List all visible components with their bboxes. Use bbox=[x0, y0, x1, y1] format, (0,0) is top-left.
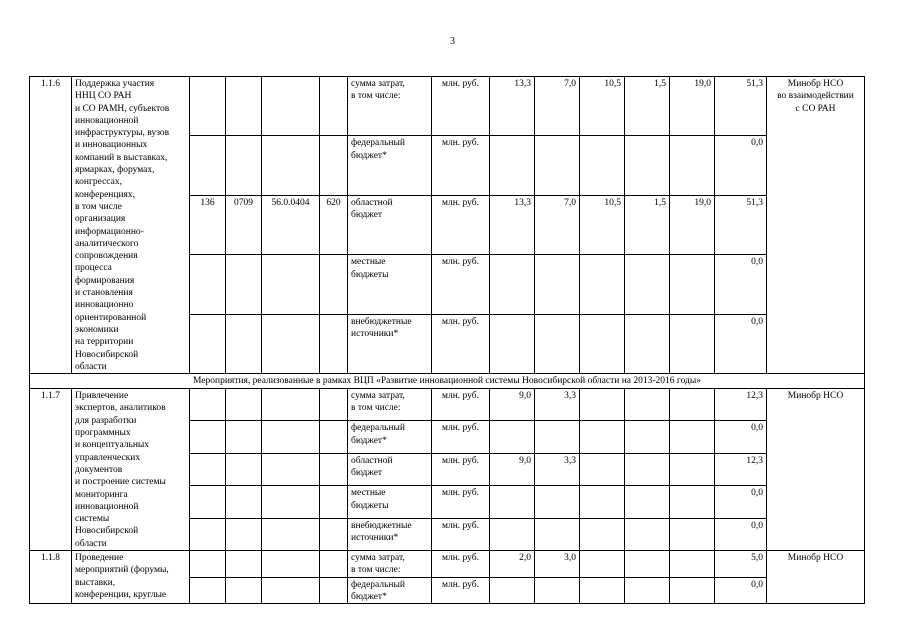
cell-value: 2,0 bbox=[490, 550, 535, 577]
cell-total: 0,0 bbox=[715, 255, 767, 314]
cell-value: 13,3 bbox=[490, 77, 535, 136]
cell-value bbox=[535, 136, 580, 195]
funding-source: федеральный бюджет* bbox=[348, 421, 432, 453]
cell-value: 9,0 bbox=[490, 453, 535, 485]
cell-value: 19,0 bbox=[670, 77, 715, 136]
cell-value bbox=[670, 314, 715, 373]
section-title: Мероприятия, реализованные в рамках ВЦП «Развитие инновационной системы Новосибирской области на 2013-2016 годы» bbox=[30, 374, 865, 389]
executor: Минобр НСО bbox=[767, 389, 865, 551]
cell-value bbox=[625, 255, 670, 314]
unit: млн. руб. bbox=[432, 486, 490, 518]
table-row bbox=[30, 389, 865, 421]
cell-total: 51,3 bbox=[715, 195, 767, 254]
cell-value bbox=[670, 136, 715, 195]
funding-source: федеральный бюджет* bbox=[348, 136, 432, 195]
cell-value bbox=[490, 518, 535, 550]
cell-value: 3,3 bbox=[535, 453, 580, 485]
cell-value bbox=[670, 421, 715, 453]
cell-value bbox=[490, 486, 535, 518]
funding-source: областной бюджет bbox=[348, 195, 432, 254]
cell-value: 19,0 bbox=[670, 195, 715, 254]
cell-value bbox=[580, 421, 625, 453]
cell-value bbox=[625, 486, 670, 518]
table-row bbox=[30, 77, 865, 136]
unit: млн. руб. bbox=[432, 577, 490, 604]
cell-total: 12,3 bbox=[715, 389, 767, 421]
cell-total: 0,0 bbox=[715, 421, 767, 453]
cell-value bbox=[625, 550, 670, 577]
cell-total: 5,0 bbox=[715, 550, 767, 577]
cell-value: 3,0 bbox=[535, 550, 580, 577]
funding-source: местные бюджеты bbox=[348, 486, 432, 518]
funding-source: внебюджетные источники* bbox=[348, 314, 432, 373]
cell-value bbox=[670, 255, 715, 314]
unit: млн. руб. bbox=[432, 314, 490, 373]
cell-value bbox=[580, 136, 625, 195]
cell-value bbox=[580, 389, 625, 421]
cell-value bbox=[535, 255, 580, 314]
cell-value bbox=[670, 389, 715, 421]
executor: Минобр НСО во взаимодействии с СО РАН bbox=[767, 77, 865, 374]
cell-total: 0,0 bbox=[715, 136, 767, 195]
cell-value: 13,3 bbox=[490, 195, 535, 254]
funding-source: местные бюджеты bbox=[348, 255, 432, 314]
cell-total: 12,3 bbox=[715, 453, 767, 485]
item-number: 1.1.8 bbox=[30, 550, 72, 603]
cell-value: 1,5 bbox=[625, 77, 670, 136]
item-name: Проведение мероприятий (форумы, выставки, конференции, круглые bbox=[72, 550, 190, 603]
code-grbs: 136 bbox=[190, 195, 226, 254]
unit: млн. руб. bbox=[432, 389, 490, 421]
unit: млн. руб. bbox=[432, 453, 490, 485]
cell-total: 0,0 bbox=[715, 314, 767, 373]
cell-value: 9,0 bbox=[490, 389, 535, 421]
cell-value bbox=[625, 421, 670, 453]
cell-value bbox=[625, 314, 670, 373]
cell-total: 0,0 bbox=[715, 486, 767, 518]
cell-value bbox=[580, 577, 625, 604]
cell-value bbox=[535, 421, 580, 453]
funding-source: федеральный бюджет* bbox=[348, 577, 432, 604]
cell-total: 0,0 bbox=[715, 577, 767, 604]
cell-value bbox=[625, 518, 670, 550]
cell-value: 1,5 bbox=[625, 195, 670, 254]
section-row bbox=[30, 374, 865, 389]
cell-value bbox=[535, 518, 580, 550]
unit: млн. руб. bbox=[432, 195, 490, 254]
funding-source: внебюджетные источники* bbox=[348, 518, 432, 550]
funding-source: областной бюджет bbox=[348, 453, 432, 485]
program-table bbox=[29, 76, 865, 604]
unit: млн. руб. bbox=[432, 421, 490, 453]
item-number: 1.1.7 bbox=[30, 389, 72, 551]
cell-total: 0,0 bbox=[715, 518, 767, 550]
cell-value bbox=[490, 577, 535, 604]
cell-value: 10,5 bbox=[580, 195, 625, 254]
funding-source: сумма затрат, в том числе: bbox=[348, 550, 432, 577]
cell-value bbox=[535, 577, 580, 604]
cell-value: 3,3 bbox=[535, 389, 580, 421]
cell-value bbox=[670, 486, 715, 518]
unit: млн. руб. bbox=[432, 136, 490, 195]
cell-total: 51,3 bbox=[715, 77, 767, 136]
cell-value: 7,0 bbox=[535, 195, 580, 254]
cell-value bbox=[625, 389, 670, 421]
code-csr: 56.0.0404 bbox=[262, 195, 320, 254]
unit: млн. руб. bbox=[432, 550, 490, 577]
cell-value bbox=[580, 453, 625, 485]
page-number: 3 bbox=[450, 36, 455, 47]
cell-value bbox=[580, 550, 625, 577]
cell-value bbox=[670, 550, 715, 577]
cell-value bbox=[625, 136, 670, 195]
cell-value bbox=[670, 453, 715, 485]
cell-value bbox=[670, 577, 715, 604]
unit: млн. руб. bbox=[432, 255, 490, 314]
executor: Минобр НСО bbox=[767, 550, 865, 603]
cell-value bbox=[625, 453, 670, 485]
table-row bbox=[30, 550, 865, 577]
funding-source: сумма затрат, в том числе: bbox=[348, 389, 432, 421]
cell-value bbox=[535, 314, 580, 373]
cell-value bbox=[670, 518, 715, 550]
unit: млн. руб. bbox=[432, 518, 490, 550]
code-rzpr: 0709 bbox=[226, 195, 262, 254]
cell-value bbox=[580, 255, 625, 314]
cell-value bbox=[490, 255, 535, 314]
cell-value: 7,0 bbox=[535, 77, 580, 136]
cell-value bbox=[490, 314, 535, 373]
cell-value: 10,5 bbox=[580, 77, 625, 136]
cell-value bbox=[490, 136, 535, 195]
code-vr: 620 bbox=[320, 195, 348, 254]
cell-value bbox=[580, 486, 625, 518]
unit: млн. руб. bbox=[432, 77, 490, 136]
cell-value bbox=[580, 314, 625, 373]
cell-value bbox=[580, 518, 625, 550]
item-number: 1.1.6 bbox=[30, 77, 72, 374]
item-name: Поддержка участия ННЦ СО РАН и СО РАМН, субъектов инновационной инфраструктуры, вузов и инновационных компаний в выставках, ярмарках, форумах, конгрессах, конференциях, в том числе организация информационно- аналитического сопровождения процесса формирования и становления инновационно ориентированной экономики на территории Новосибирской области bbox=[72, 77, 190, 374]
cell-value bbox=[625, 577, 670, 604]
funding-source: сумма затрат, в том числе: bbox=[348, 77, 432, 136]
cell-value bbox=[490, 421, 535, 453]
cell-value bbox=[535, 486, 580, 518]
item-name: Привлечение экспертов, аналитиков для разработки программных и концептуальных управленческих документов и построение системы мониторинга инновационной системы Новосибирской области bbox=[72, 389, 190, 551]
